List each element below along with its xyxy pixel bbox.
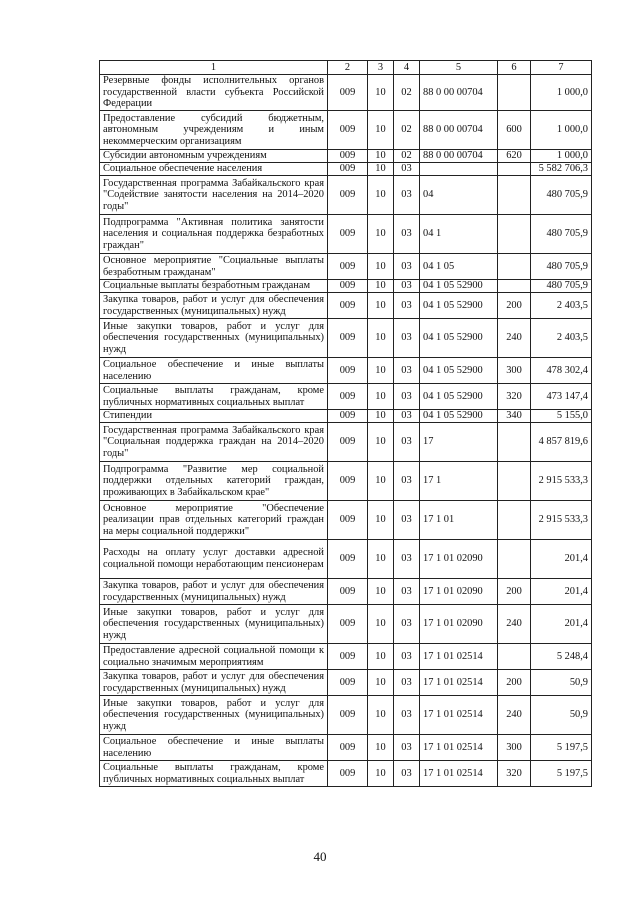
subsection-code: 03 (394, 254, 420, 280)
expense-type-code: 320 (498, 761, 531, 787)
table-row (100, 761, 592, 787)
target-article-code: 88 0 00 00704 (420, 111, 498, 150)
expense-type-code: 320 (498, 384, 531, 410)
expense-type-code (498, 644, 531, 670)
admin-code: 009 (328, 280, 368, 293)
admin-code: 009 (328, 254, 368, 280)
target-article-code: 17 (420, 423, 498, 462)
header-col-1: 1 (100, 61, 328, 75)
subsection-code: 03 (394, 501, 420, 540)
admin-code: 009 (328, 462, 368, 501)
section-code: 10 (368, 644, 394, 670)
admin-code: 009 (328, 215, 368, 254)
target-article-code: 17 1 01 02514 (420, 696, 498, 735)
admin-code: 009 (328, 75, 368, 111)
amount: 480 705,9 (531, 176, 592, 215)
item-name: Иные закупки товаров, работ и услуг для обеспечения государственных (муниципальных) нужд (100, 319, 328, 358)
table-row (100, 462, 592, 501)
item-name: Резервные фонды исполнительных органов государственной власти субъекта Российской Федерации (100, 75, 328, 111)
subsection-code: 03 (394, 358, 420, 384)
header-col-3: 3 (368, 61, 394, 75)
amount: 478 302,4 (531, 358, 592, 384)
target-article-code: 17 1 (420, 462, 498, 501)
expense-type-code: 240 (498, 605, 531, 644)
section-code: 10 (368, 293, 394, 319)
item-name: Закупка товаров, работ и услуг для обеспечения государственных (муниципальных) нужд (100, 293, 328, 319)
section-code: 10 (368, 358, 394, 384)
section-code: 10 (368, 254, 394, 280)
section-code: 10 (368, 605, 394, 644)
expense-type-code: 240 (498, 696, 531, 735)
target-article-code: 04 1 05 52900 (420, 384, 498, 410)
section-code: 10 (368, 579, 394, 605)
section-code: 10 (368, 423, 394, 462)
item-name: Предоставление субсидий бюджетным, автономным учреждениям и иным некоммерческим организациям (100, 111, 328, 150)
amount: 2 403,5 (531, 293, 592, 319)
item-name: Социальное обеспечение и иные выплаты населению (100, 358, 328, 384)
section-code: 10 (368, 319, 394, 358)
admin-code: 009 (328, 605, 368, 644)
expense-type-code (498, 215, 531, 254)
amount: 5 155,0 (531, 410, 592, 423)
section-code: 10 (368, 462, 394, 501)
table-row (100, 579, 592, 605)
table-body (100, 75, 592, 787)
admin-code: 009 (328, 163, 368, 176)
table-row (100, 319, 592, 358)
target-article-code: 04 1 05 52900 (420, 293, 498, 319)
amount: 1 000,0 (531, 150, 592, 163)
subsection-code: 03 (394, 319, 420, 358)
admin-code: 009 (328, 644, 368, 670)
admin-code: 009 (328, 150, 368, 163)
target-article-code: 04 1 05 52900 (420, 280, 498, 293)
section-code: 10 (368, 384, 394, 410)
expense-type-code: 600 (498, 111, 531, 150)
amount: 5 582 706,3 (531, 163, 592, 176)
target-article-code: 17 1 01 02514 (420, 761, 498, 787)
expense-type-code: 200 (498, 670, 531, 696)
item-name: Социальные выплаты безработным гражданам (100, 280, 328, 293)
table-row (100, 410, 592, 423)
expense-type-code: 200 (498, 579, 531, 605)
subsection-code: 03 (394, 410, 420, 423)
subsection-code: 03 (394, 462, 420, 501)
page-number: 40 (313, 849, 327, 864)
subsection-code: 03 (394, 384, 420, 410)
item-name: Социальные выплаты гражданам, кроме публичных нормативных социальных выплат (100, 761, 328, 787)
table-row (100, 280, 592, 293)
admin-code: 009 (328, 176, 368, 215)
target-article-code: 88 0 00 00704 (420, 75, 498, 111)
item-name: Подпрограмма "Развитие мер социальной поддержки отдельных категорий граждан, проживающих в Забайкальском крае" (100, 462, 328, 501)
item-name: Государственная программа Забайкальского края "Социальная поддержка граждан на 2014–2020 годы" (100, 423, 328, 462)
subsection-code: 03 (394, 215, 420, 254)
table-row (100, 358, 592, 384)
amount: 473 147,4 (531, 384, 592, 410)
table-row (100, 696, 592, 735)
admin-code: 009 (328, 358, 368, 384)
admin-code: 009 (328, 761, 368, 787)
section-code: 10 (368, 215, 394, 254)
target-article-code: 04 1 (420, 215, 498, 254)
target-article-code: 17 1 01 02090 (420, 540, 498, 579)
item-name: Предоставление адресной социальной помощи к социально значимым мероприятиям (100, 644, 328, 670)
target-article-code: 17 1 01 02514 (420, 644, 498, 670)
amount: 2 915 533,3 (531, 462, 592, 501)
expense-type-code: 300 (498, 735, 531, 761)
amount: 480 705,9 (531, 215, 592, 254)
amount: 2 403,5 (531, 319, 592, 358)
amount: 5 197,5 (531, 735, 592, 761)
amount: 4 857 819,6 (531, 423, 592, 462)
subsection-code: 03 (394, 176, 420, 215)
target-article-code: 17 1 01 02090 (420, 605, 498, 644)
section-code: 10 (368, 670, 394, 696)
expense-type-code: 620 (498, 150, 531, 163)
table-row (100, 735, 592, 761)
expense-type-code (498, 423, 531, 462)
table-row (100, 384, 592, 410)
target-article-code: 17 1 01 02514 (420, 670, 498, 696)
section-code: 10 (368, 540, 394, 579)
table-row (100, 644, 592, 670)
amount: 2 915 533,3 (531, 501, 592, 540)
item-name: Социальное обеспечение и иные выплаты населению (100, 735, 328, 761)
amount: 50,9 (531, 670, 592, 696)
subsection-code: 03 (394, 293, 420, 319)
subsection-code: 03 (394, 761, 420, 787)
item-name: Закупка товаров, работ и услуг для обеспечения государственных (муниципальных) нужд (100, 579, 328, 605)
header-col-4: 4 (394, 61, 420, 75)
item-name: Подпрограмма "Активная политика занятости населения и социальная поддержка безработных граждан" (100, 215, 328, 254)
section-code: 10 (368, 280, 394, 293)
expense-type-code (498, 501, 531, 540)
expense-type-code (498, 254, 531, 280)
table-row (100, 423, 592, 462)
budget-table (99, 60, 592, 787)
section-code: 10 (368, 163, 394, 176)
admin-code: 009 (328, 501, 368, 540)
section-code: 10 (368, 735, 394, 761)
table-row (100, 150, 592, 163)
admin-code: 009 (328, 319, 368, 358)
admin-code: 009 (328, 670, 368, 696)
target-article-code: 04 1 05 52900 (420, 410, 498, 423)
section-code: 10 (368, 501, 394, 540)
section-code: 10 (368, 150, 394, 163)
item-name: Основное мероприятие "Социальные выплаты безработным гражданам" (100, 254, 328, 280)
section-code: 10 (368, 111, 394, 150)
header-row (100, 61, 592, 75)
admin-code: 009 (328, 111, 368, 150)
target-article-code: 04 1 05 52900 (420, 358, 498, 384)
expense-type-code: 200 (498, 293, 531, 319)
subsection-code: 03 (394, 735, 420, 761)
table-header (100, 61, 592, 75)
section-code: 10 (368, 696, 394, 735)
item-name: Субсидии автономным учреждениям (100, 150, 328, 163)
admin-code: 009 (328, 696, 368, 735)
expense-type-code (498, 163, 531, 176)
item-name: Иные закупки товаров, работ и услуг для обеспечения государственных (муниципальных) нужд (100, 605, 328, 644)
item-name: Основное мероприятие "Обеспечение реализации прав отдельных категорий граждан на меры социальной поддержки" (100, 501, 328, 540)
subsection-code: 03 (394, 605, 420, 644)
target-article-code: 17 1 01 02514 (420, 735, 498, 761)
subsection-code: 02 (394, 75, 420, 111)
subsection-code: 03 (394, 163, 420, 176)
section-code: 10 (368, 410, 394, 423)
subsection-code: 03 (394, 670, 420, 696)
subsection-code: 03 (394, 644, 420, 670)
amount: 5 248,4 (531, 644, 592, 670)
table-row (100, 215, 592, 254)
item-name: Государственная программа Забайкальского края "Содействие занятости населения на 2014–2020 годы" (100, 176, 328, 215)
admin-code: 009 (328, 293, 368, 319)
table-row (100, 254, 592, 280)
amount: 50,9 (531, 696, 592, 735)
item-name: Социальные выплаты гражданам, кроме публичных нормативных социальных выплат (100, 384, 328, 410)
item-name: Иные закупки товаров, работ и услуг для обеспечения государственных (муниципальных) нужд (100, 696, 328, 735)
subsection-code: 02 (394, 150, 420, 163)
table-row (100, 75, 592, 111)
expense-type-code: 240 (498, 319, 531, 358)
admin-code: 009 (328, 579, 368, 605)
target-article-code: 04 (420, 176, 498, 215)
expense-type-code: 300 (498, 358, 531, 384)
target-article-code: 04 1 05 52900 (420, 319, 498, 358)
amount: 201,4 (531, 579, 592, 605)
table-row (100, 111, 592, 150)
item-name: Стипендии (100, 410, 328, 423)
table-row (100, 605, 592, 644)
target-article-code (420, 163, 498, 176)
amount: 1 000,0 (531, 111, 592, 150)
target-article-code: 17 1 01 02090 (420, 579, 498, 605)
expense-type-code (498, 462, 531, 501)
expense-type-code (498, 75, 531, 111)
table-row (100, 293, 592, 319)
expense-type-code (498, 280, 531, 293)
admin-code: 009 (328, 410, 368, 423)
target-article-code: 17 1 01 (420, 501, 498, 540)
header-col-2: 2 (328, 61, 368, 75)
header-col-6: 6 (498, 61, 531, 75)
target-article-code: 04 1 05 (420, 254, 498, 280)
table-row (100, 501, 592, 540)
item-name: Закупка товаров, работ и услуг для обеспечения государственных (муниципальных) нужд (100, 670, 328, 696)
header-col-7: 7 (531, 61, 592, 75)
table-row (100, 176, 592, 215)
subsection-code: 03 (394, 540, 420, 579)
admin-code: 009 (328, 735, 368, 761)
amount: 480 705,9 (531, 254, 592, 280)
table-row (100, 163, 592, 176)
amount: 201,4 (531, 605, 592, 644)
amount: 1 000,0 (531, 75, 592, 111)
admin-code: 009 (328, 384, 368, 410)
header-col-5: 5 (420, 61, 498, 75)
amount: 201,4 (531, 540, 592, 579)
subsection-code: 03 (394, 280, 420, 293)
section-code: 10 (368, 176, 394, 215)
subsection-code: 03 (394, 423, 420, 462)
admin-code: 009 (328, 540, 368, 579)
expense-type-code: 340 (498, 410, 531, 423)
table-row (100, 540, 592, 579)
expense-type-code (498, 176, 531, 215)
item-name: Расходы на оплату услуг доставки адресной социальной помощи неработающим пенсионерам (100, 540, 328, 579)
amount: 480 705,9 (531, 280, 592, 293)
section-code: 10 (368, 761, 394, 787)
expense-type-code (498, 540, 531, 579)
subsection-code: 02 (394, 111, 420, 150)
target-article-code: 88 0 00 00704 (420, 150, 498, 163)
table-row (100, 670, 592, 696)
section-code: 10 (368, 75, 394, 111)
item-name: Социальное обеспечение населения (100, 163, 328, 176)
subsection-code: 03 (394, 579, 420, 605)
subsection-code: 03 (394, 696, 420, 735)
amount: 5 197,5 (531, 761, 592, 787)
admin-code: 009 (328, 423, 368, 462)
